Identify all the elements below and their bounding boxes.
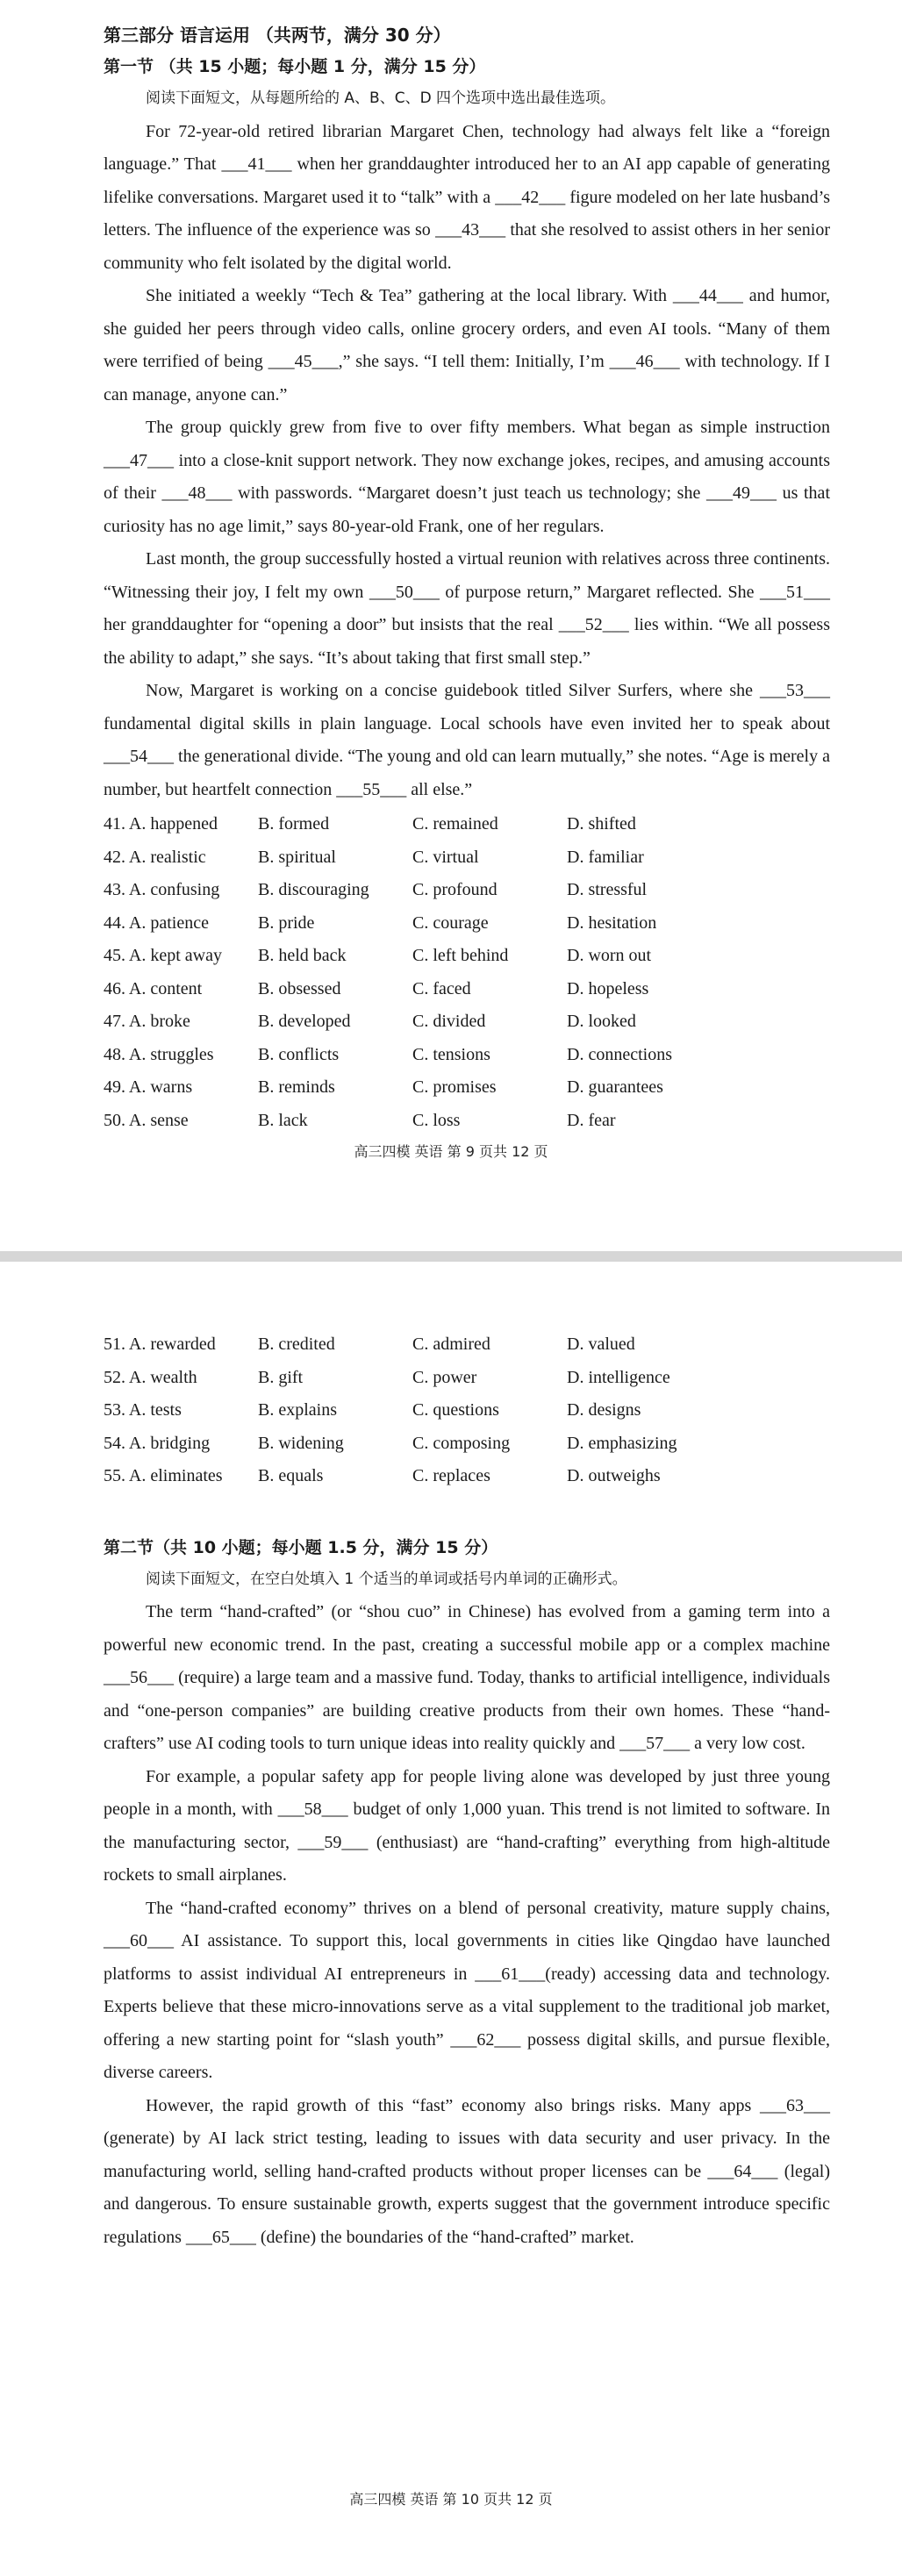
- option-b: B. reminds: [258, 1077, 335, 1097]
- option-row: [104, 1328, 830, 1362]
- passage-paragraph: However, the rapid growth of this “fast” economy also brings risks. Many apps ___63___ (generate) by AI lack strict testing, leading to issues with data security and user privacy. In the manufacturing world, selling hand-crafted products without proper licenses can be ___64___ (legal) and dangerous. To ensure sustainable growth, experts suggest that the government introduce specific regulations ___65___ (define) the boundaries of the “hand-crafted” market.: [104, 2095, 830, 2247]
- option-c: C. admired: [412, 1335, 490, 1354]
- grammar-fill-passage: [104, 1596, 830, 2254]
- option-b: B. lack: [258, 1110, 308, 1130]
- option-row: [104, 874, 830, 907]
- option-a: 43. A. confusing: [104, 880, 220, 899]
- option-d: D. emphasizing: [567, 1433, 677, 1453]
- option-a: 44. A. patience: [104, 912, 209, 933]
- option-a: 50. A. sense: [104, 1110, 189, 1130]
- option-d: D. guarantees: [567, 1077, 663, 1097]
- option-row: [104, 1394, 830, 1428]
- passage-paragraph: Last month, the group successfully hosted a virtual reunion with relatives across three continents. “Witnessing their joy, I felt my own ___50___ of purpose return,” Margaret reflected. She ___51___ her granddaughter for “opening a door” but insists that the real ___52___ lies within. “We all possess the ability to adapt,” she says. “It’s about taking that first small step.”: [104, 549, 830, 668]
- page-footer: 高三四模 英语 第 10 页共 12 页: [349, 2491, 553, 2508]
- option-c: C. remained: [412, 814, 498, 834]
- option-c: C. power: [412, 1367, 477, 1387]
- option-c: C. profound: [412, 880, 498, 899]
- option-a: 46. A. content: [104, 978, 203, 998]
- option-d: D. worn out: [567, 946, 652, 965]
- cloze-passage: [104, 116, 830, 807]
- option-a: 51. A. rewarded: [104, 1335, 216, 1354]
- option-row: [104, 1039, 830, 1072]
- option-d: D. stressful: [567, 880, 648, 899]
- passage-paragraph: The “hand-crafted economy” thrives on a blend of personal creativity, mature supply chains, ___60___ AI assistance. To support this, local governments in cities like Qingdao have launched platforms to assist individual AI entrepreneurs in ___61___(ready) accessing data and technology. Experts believe that these micro-innovations serve as a vital supplement to the traditional job market, offering a new starting point for “slash youth” ___62___ possess digital skills, and pursue flexible, diverse careers.: [104, 1898, 830, 2082]
- option-row: [104, 1105, 830, 1138]
- option-row: [104, 808, 830, 841]
- section1-heading: 第一节 （共 15 小题；每小题 1 分，满分 15 分）: [104, 57, 486, 76]
- option-d: D. hopeless: [567, 978, 649, 998]
- option-c: C. virtual: [412, 847, 479, 867]
- passage-paragraph: For 72-year-old retired librarian Margaret Chen, technology had always felt like a “foreign language.” That ___41___ when her granddaughter introduced her to an AI app capable of generating lifelike conversations. Margaret used it to “talk” with a ___42___ figure modeled on her late husband’s letters. The influence of the experience was so ___43___ that she resolved to assist others in her senior community who felt isolated by the digital world.: [104, 121, 830, 273]
- option-a: 55. A. eliminates: [104, 1466, 223, 1485]
- page-footer: 高三四模 英语 第 9 页共 12 页: [354, 1143, 548, 1160]
- options-list: [104, 1328, 830, 1493]
- part-heading: 第三部分 语言运用 （共两节，满分 30 分）: [104, 25, 451, 46]
- passage-paragraph: For example, a popular safety app for people living alone was developed by just three young people in a month, with ___58___ budget of only 1,000 yuan. This trend is not limited to software. In the manufacturing sector, ___59___ (enthusiast) are “hand-crafting” everything from high-altitude rockets to small airplanes.: [104, 1766, 830, 1885]
- passage-paragraph: Now, Margaret is working on a concise guidebook titled Silver Surfers, where she ___53___ fundamental digital skills in plain language. Local schools have even invited her to speak about ___54___ the generational divide. “The young and old can learn mutually,” she notes. “Age is merely a number, but heartfelt connection ___55___ all else.”: [104, 681, 830, 799]
- option-b: B. held back: [258, 946, 347, 965]
- option-d: D. designs: [567, 1400, 641, 1420]
- option-c: C. faced: [412, 978, 471, 998]
- option-a: 45. A. kept away: [104, 946, 222, 965]
- passage-paragraph: The group quickly grew from five to over fifty members. What began as simple instruction ___47___ into a close-knit support network. They now exchange jokes, recipes, and amusing accounts of their ___48___ with passwords. “Margaret doesn’t just teach us technology; she ___49___ us that curiosity has no age limit,” says 80-year-old Frank, one of her regulars.: [104, 418, 830, 536]
- option-c: C. tensions: [412, 1044, 490, 1064]
- option-row: [104, 973, 830, 1006]
- option-b: B. developed: [258, 1012, 351, 1031]
- option-c: C. loss: [412, 1110, 461, 1130]
- option-c: C. replaces: [412, 1466, 490, 1485]
- option-b: B. conflicts: [258, 1044, 340, 1064]
- options-list: [104, 808, 830, 1137]
- option-c: C. composing: [412, 1433, 511, 1453]
- option-row: [104, 1428, 830, 1461]
- option-d: D. looked: [567, 1012, 636, 1031]
- option-c: C. questions: [412, 1400, 499, 1420]
- option-c: C. divided: [412, 1012, 486, 1031]
- option-a: 42. A. realistic: [104, 847, 206, 867]
- page-divider: [0, 1251, 902, 1262]
- option-d: D. intelligence: [567, 1367, 670, 1387]
- option-c: C. courage: [412, 912, 489, 933]
- option-c: C. promises: [412, 1077, 497, 1097]
- option-a: 54. A. bridging: [104, 1433, 211, 1453]
- option-b: B. pride: [258, 912, 315, 933]
- option-row: [104, 1005, 830, 1039]
- exam-page-10: [0, 1262, 902, 2576]
- option-d: D. outweighs: [567, 1466, 661, 1485]
- option-row: [104, 841, 830, 875]
- option-a: 47. A. broke: [104, 1012, 190, 1031]
- section1-instruction: 阅读下面短文，从每题所给的 A、B、C、D 四个选项中选出最佳选项。: [146, 89, 616, 107]
- option-b: B. equals: [258, 1466, 324, 1485]
- option-a: 49. A. warns: [104, 1077, 193, 1097]
- option-b: B. discouraging: [258, 880, 369, 899]
- option-d: D. hesitation: [567, 912, 657, 933]
- option-row: [104, 940, 830, 973]
- passage-paragraph: The term “hand-crafted” (or “shou cuo” in Chinese) has evolved from a gaming term into a powerful new economic trend. In the past, creating a successful mobile app or a complex machine ___56___ (require) a large team and a massive fund. Today, thanks to artificial intelligence, individuals and “one-person companies” are building creative products from their own homes. These “hand-crafters” use AI coding tools to turn unique ideas into reality quickly and ___57___ a very low cost.: [104, 1602, 830, 1753]
- option-b: B. explains: [258, 1400, 337, 1420]
- option-d: D. connections: [567, 1044, 672, 1064]
- option-d: D. familiar: [567, 847, 644, 867]
- section2-heading: 第二节（共 10 小题；每小题 1.5 分，满分 15 分）: [104, 1537, 498, 1557]
- option-a: 48. A. struggles: [104, 1044, 214, 1064]
- option-a: 41. A. happened: [104, 814, 218, 834]
- option-b: B. credited: [258, 1335, 335, 1354]
- exam-page-9: [0, 0, 902, 1251]
- option-c: C. left behind: [412, 946, 509, 965]
- option-d: D. fear: [567, 1110, 616, 1130]
- passage-paragraph: She initiated a weekly “Tech & Tea” gathering at the local library. With ___44___ and humor, she guided her peers through video calls, online grocery orders, and even AI tools. “Many of them were terrified of being ___45___,” she says. “I tell them: Initially, I’m ___46___ with technology. If I can manage, anyone can.”: [104, 286, 830, 404]
- option-a: 52. A. wealth: [104, 1367, 197, 1387]
- option-b: B. spiritual: [258, 847, 336, 867]
- option-row: [104, 1460, 830, 1493]
- option-row: [104, 1071, 830, 1105]
- option-row: [104, 1362, 830, 1395]
- option-a: 53. A. tests: [104, 1400, 182, 1420]
- option-b: B. gift: [258, 1367, 304, 1387]
- option-b: B. widening: [258, 1433, 344, 1453]
- option-row: [104, 907, 830, 941]
- option-b: B. formed: [258, 814, 330, 834]
- option-d: D. valued: [567, 1335, 635, 1354]
- option-b: B. obsessed: [258, 978, 341, 998]
- option-d: D. shifted: [567, 814, 636, 834]
- section2-instruction: 阅读下面短文，在空白处填入 1 个适当的单词或括号内单词的正确形式。: [146, 1570, 627, 1588]
